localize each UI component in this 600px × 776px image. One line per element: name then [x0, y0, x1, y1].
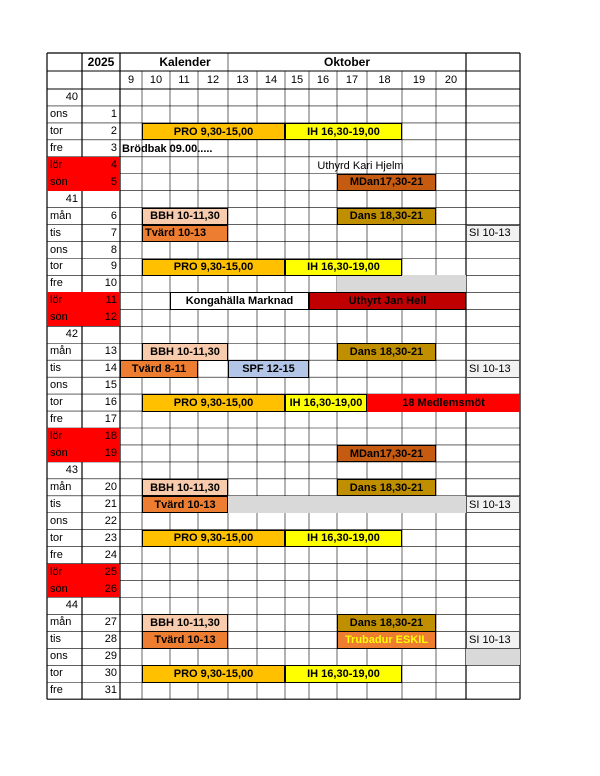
day-number: 23: [104, 531, 117, 544]
event-block: IH 16,30-19,00: [285, 123, 402, 140]
hour-header: 14: [264, 73, 278, 86]
week-number: 42: [65, 328, 78, 341]
year-header: 2025: [87, 55, 115, 69]
week-number: 44: [65, 599, 78, 612]
day-name: tor: [50, 260, 63, 273]
hour-header: 11: [178, 73, 190, 86]
day-number: 14: [104, 362, 117, 375]
day-name: fre: [50, 548, 63, 561]
day-name: tor: [50, 531, 63, 544]
day-number: 29: [104, 650, 117, 663]
side-note: SI 10-13: [466, 496, 520, 513]
hour-header: 16: [316, 73, 330, 86]
day-number: 7: [110, 226, 117, 239]
event-block: PRO 9,30-15,00: [142, 123, 285, 140]
shaded-block: [228, 496, 466, 513]
day-number: 20: [104, 480, 117, 493]
event-block: SPF 12-15: [228, 360, 309, 377]
day-name: ons: [50, 514, 68, 527]
day-number: 6: [110, 209, 117, 222]
day-number: 27: [104, 616, 117, 629]
week-number: 43: [65, 463, 78, 476]
hour-header: 12: [206, 73, 220, 86]
event-block: Trubadur ESKIL: [337, 631, 436, 648]
event-block: Dans 18,30-21: [337, 208, 436, 225]
month-header: Oktober: [323, 55, 370, 69]
week-number: 41: [65, 192, 78, 205]
day-number: 21: [104, 497, 117, 510]
week-number: 40: [65, 90, 78, 103]
day-number: 19: [82, 445, 120, 462]
hour-header: 17: [345, 73, 359, 86]
day-name: fre: [50, 141, 63, 154]
day-name: mån: [50, 480, 72, 493]
day-number: 17: [104, 413, 117, 426]
day-number: 16: [104, 396, 117, 409]
hour-header: 13: [236, 73, 249, 86]
side-note: SI 10-13: [466, 631, 520, 648]
day-number: 28: [104, 633, 117, 646]
hour-header: 20: [444, 73, 458, 86]
day-number: 10: [104, 277, 117, 290]
event-block: BBH 10-11,30: [142, 614, 228, 631]
day-number: 31: [104, 684, 117, 697]
day-name: tis: [50, 633, 61, 646]
day-number: 26: [82, 581, 120, 598]
day-number: 12: [82, 309, 120, 326]
event-block: PRO 9,30-15,00: [142, 665, 285, 682]
day-number: 25: [82, 564, 120, 581]
day-name: sön: [47, 445, 82, 462]
shaded-block: [466, 648, 520, 665]
day-number: 5: [82, 174, 120, 191]
event-block: BBH 10-11,30: [142, 343, 228, 360]
day-name: lör: [47, 564, 82, 581]
day-number: 1: [110, 107, 117, 120]
day-number: 15: [104, 379, 117, 392]
event-block: PRO 9,30-15,00: [142, 530, 285, 547]
event-block: Tvärd 8-11: [120, 360, 198, 377]
day-number: 13: [104, 345, 117, 358]
event-block: MDan17,30-21: [337, 445, 436, 462]
hour-header: 9: [127, 73, 135, 86]
shaded-block: [337, 275, 466, 292]
event-block: PRO 9,30-15,00: [142, 394, 285, 411]
event-block: Dans 18,30-21: [337, 479, 436, 496]
day-name: mån: [50, 616, 72, 629]
day-number: 11: [82, 292, 120, 309]
day-name: mån: [50, 209, 72, 222]
event-block: IH 16,30-19,00: [285, 665, 402, 682]
side-note: SI 10-13: [466, 225, 520, 242]
day-number: 8: [110, 243, 117, 256]
event-block: Brödbak 09.00.....: [122, 142, 213, 155]
event-block: BBH 10-11,30: [142, 479, 228, 496]
day-name: sön: [47, 309, 82, 326]
day-name: ons: [50, 243, 68, 256]
day-number: 9: [110, 260, 117, 273]
day-name: ons: [50, 379, 68, 392]
event-block: Tvärd 10-13: [142, 631, 228, 648]
day-name: sön: [47, 581, 82, 598]
day-name: lör: [47, 157, 82, 174]
day-number: 24: [104, 548, 117, 561]
day-name: tor: [50, 667, 63, 680]
day-name: lör: [47, 428, 82, 445]
event-block: Kongahälla Marknad: [170, 292, 309, 309]
day-name: tis: [50, 226, 61, 239]
event-block: IH 16,30-19,00: [285, 530, 402, 547]
day-name: mån: [50, 345, 72, 358]
hour-header: 10: [149, 73, 163, 86]
hour-header: 15: [290, 73, 304, 86]
event-block: Uthyrd Kari Hjelm: [317, 159, 404, 172]
day-name: fre: [50, 277, 63, 290]
day-name: lör: [47, 292, 82, 309]
calendar-header: Kalender: [159, 55, 211, 69]
day-number: 22: [104, 514, 117, 527]
day-number: 4: [82, 157, 120, 174]
day-name: ons: [50, 107, 68, 120]
day-number: 18: [82, 428, 120, 445]
event-block: Dans 18,30-21: [337, 614, 436, 631]
day-number: 30: [104, 667, 117, 680]
day-name: tis: [50, 362, 61, 375]
day-name: tor: [50, 396, 63, 409]
day-name: ons: [50, 650, 68, 663]
event-block: Tvärd 10-13: [142, 496, 228, 513]
event-block: MDan17,30-21: [337, 174, 436, 191]
event-block: IH 16,30-19,00: [285, 259, 402, 276]
day-name: tor: [50, 124, 63, 137]
event-block: Dans 18,30-21: [337, 343, 436, 360]
event-block: Uthyrt Jan Hell: [309, 292, 466, 309]
hour-header: 18: [378, 73, 391, 86]
day-name: fre: [50, 413, 63, 426]
hour-header: 19: [412, 73, 426, 86]
day-number: 3: [110, 141, 117, 154]
day-name: fre: [50, 684, 63, 697]
event-block: BBH 10-11,30: [142, 208, 228, 225]
day-name: tis: [50, 497, 61, 510]
side-note: SI 10-13: [466, 360, 520, 377]
event-block: Tvärd 10-13: [142, 225, 228, 242]
day-number: 2: [110, 124, 117, 137]
event-block: IH 16,30-19,00: [285, 394, 367, 411]
event-block: PRO 9,30-15,00: [142, 259, 285, 276]
day-name: sön: [47, 174, 82, 191]
event-block: 18 Medlemsmöt: [367, 394, 520, 411]
